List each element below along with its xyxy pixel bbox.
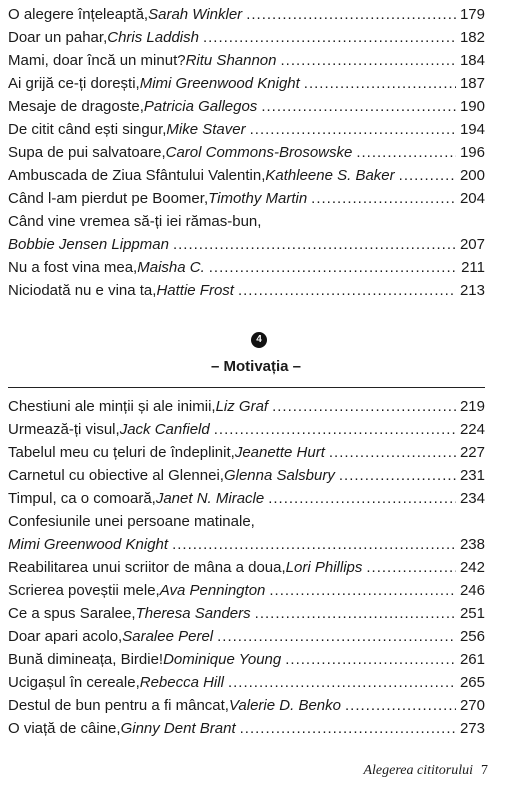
dot-leader [240,717,456,740]
entry-title: Urmează-ți visul, [8,421,120,438]
toc-entry[interactable] [8,49,485,72]
entry-page: 187 [459,75,485,92]
entry-page: 179 [459,6,485,23]
entry-page: 196 [459,144,485,161]
entry-title: Timpul, ca o comoară, [8,490,156,507]
toc-entry[interactable] [8,717,485,740]
entry-author: Bobbie Jensen Lippman [8,236,169,253]
entry-page: 184 [459,52,485,69]
entry-author: Ritu Shannon [185,52,277,69]
toc-entry[interactable] [8,118,485,141]
entry-page: 190 [459,98,485,115]
entry-author: Saralee Perel [122,628,214,645]
entry-page: 231 [459,467,485,484]
entry-page: 224 [459,421,485,438]
entry-page: 234 [459,490,485,507]
dot-leader [238,279,456,302]
entry-author: Jack Canfield [119,421,210,438]
entry-page: 251 [459,605,485,622]
toc-entry[interactable] [8,510,485,556]
entry-title: Când vine vremea să-ți iei rămas-bun, [8,213,262,230]
toc-entry[interactable] [8,464,485,487]
entry-page: 261 [459,651,485,668]
dot-leader [272,395,456,418]
entry-author: Lori Phillips [285,559,363,576]
entry-page: 213 [459,282,485,299]
toc-entry[interactable] [8,648,485,671]
dot-leader [250,118,456,141]
entry-page: 204 [459,190,485,207]
entry-author: Mimi Greenwood Knight [139,75,300,92]
entry-title: Carnetul cu obiective al Glennei, [8,467,224,484]
entry-title: Bună dimineața, Birdie! [8,651,164,668]
toc-entry[interactable] [8,210,485,256]
entry-title: Doar un pahar, [8,29,108,46]
dot-leader [269,579,456,602]
dot-leader [329,441,456,464]
entry-author: Liz Graf [215,398,269,415]
toc-entry[interactable] [8,441,485,464]
entry-title: Nu a fost vina mea, [8,259,138,276]
entry-author: Ginny Dent Brant [120,720,236,737]
dot-leader [399,164,456,187]
dot-leader [311,187,456,210]
toc-entry[interactable] [8,579,485,602]
toc-entry[interactable] [8,3,485,26]
toc-entry[interactable] [8,625,485,648]
entry-page: 207 [459,236,485,253]
entry-title: Mami, doar încă un minut? [8,52,186,69]
dot-leader [268,487,456,510]
page-footer [363,761,488,781]
dot-leader [261,95,456,118]
entry-title: Destul de bun pentru a fi mâncat, [8,697,229,714]
entry-author: Carol Commons-Brosowske [165,144,353,161]
toc-entry[interactable] [8,487,485,510]
entry-author: Valerie D. Benko [228,697,341,714]
entry-title: Când l-am pierdut pe Boomer, [8,190,209,207]
toc-entry[interactable] [8,72,485,95]
entry-author: Patricia Gallegos [143,98,258,115]
entry-page: 265 [459,674,485,691]
toc-entry[interactable] [8,556,485,579]
entry-page: 227 [459,444,485,461]
entry-author: Chris Laddish [107,29,199,46]
toc-list-section-b [8,395,485,740]
entry-author: Jeanette Hurt [234,444,325,461]
entry-page: 200 [459,167,485,184]
toc-entry[interactable] [8,187,485,210]
entry-title: Tabelul meu cu țeluri de îndeplinit, [8,444,235,461]
entry-author: Sarah Winkler [148,6,243,23]
entry-author: Kathleene S. Baker [265,167,395,184]
entry-author: Mimi Greenwood Knight [8,536,169,553]
dot-leader [172,533,456,556]
toc-entry[interactable] [8,279,485,302]
entry-title: Ce a spus Saralee, [8,605,136,622]
entry-title: O alegere înțeleaptă, [8,6,149,23]
dot-leader [304,72,456,95]
dot-leader [173,233,456,256]
toc-entry[interactable] [8,602,485,625]
toc-entry[interactable] [8,164,485,187]
entry-title: Doar apari acolo, [8,628,123,645]
entry-author: Mike Staver [166,121,246,138]
entry-page: 256 [459,628,485,645]
section-title: – Motivația – [210,358,302,375]
entry-page: 238 [459,536,485,553]
entry-title: Ucigașul în cereale, [8,674,140,691]
toc-entry[interactable] [8,95,485,118]
running-title: Alegerea cititorului [363,763,473,778]
dot-leader [255,602,456,625]
entry-title: De citit când ești singur, [8,121,167,138]
entry-title: Scrierea poveștii mele, [8,582,160,599]
entry-author: Janet N. Miracle [155,490,265,507]
toc-entry[interactable] [8,395,485,418]
entry-author: Ava Pennington [159,582,266,599]
entry-page: 242 [459,559,485,576]
entry-page: 194 [459,121,485,138]
entry-author: Theresa Sanders [135,605,251,622]
section-number-badge: 4 [251,332,267,348]
entry-title: Reabilitarea unui scriitor de mâna a doua, [8,559,286,576]
toc-entry[interactable] [8,26,485,49]
toc-list-section-a [8,3,485,302]
section-divider [8,387,485,388]
dot-leader [228,671,456,694]
entry-title: O viață de câine, [8,720,121,737]
entry-author: Glenna Salsbury [223,467,335,484]
entry-title: Ai grijă ce-ți dorești, [8,75,140,92]
dot-leader [217,625,456,648]
entry-title: Mesaje de dragoste, [8,98,144,115]
entry-author: Rebecca Hill [139,674,224,691]
dot-leader [366,556,456,579]
entry-title: Ambuscada de Ziua Sfântului Valentin, [8,167,266,184]
dot-leader [345,694,456,717]
toc-entry[interactable] [8,418,485,441]
entry-title: Niciodată nu e vina ta, [8,282,157,299]
entry-title: Confesiunile unei persoane matinale, [8,513,255,530]
toc-entry[interactable] [8,694,485,717]
dot-leader [209,256,457,279]
entry-page: 273 [459,720,485,737]
dot-leader [356,141,456,164]
dot-leader [214,418,456,441]
entry-page: 270 [459,697,485,714]
entry-page: 182 [459,29,485,46]
dot-leader [246,3,456,26]
entry-title: Chestiuni ale minții și ale inimii, [8,398,216,415]
entry-page: 211 [461,259,485,276]
entry-author: Hattie Frost [156,282,234,299]
entry-author: Timothy Martin [208,190,308,207]
dot-leader [285,648,456,671]
dot-leader [339,464,456,487]
toc-entry[interactable] [8,141,485,164]
entry-page: 219 [459,398,485,415]
dot-leader [281,49,456,72]
page-number: 7 [481,763,488,778]
dot-leader [203,26,456,49]
entry-title: Supa de pui salvatoare, [8,144,166,161]
toc-entry[interactable] [8,256,485,279]
entry-page: 246 [459,582,485,599]
toc-entry[interactable] [8,671,485,694]
entry-author: Maisha C. [137,259,205,276]
entry-author: Dominique Young [163,651,282,668]
